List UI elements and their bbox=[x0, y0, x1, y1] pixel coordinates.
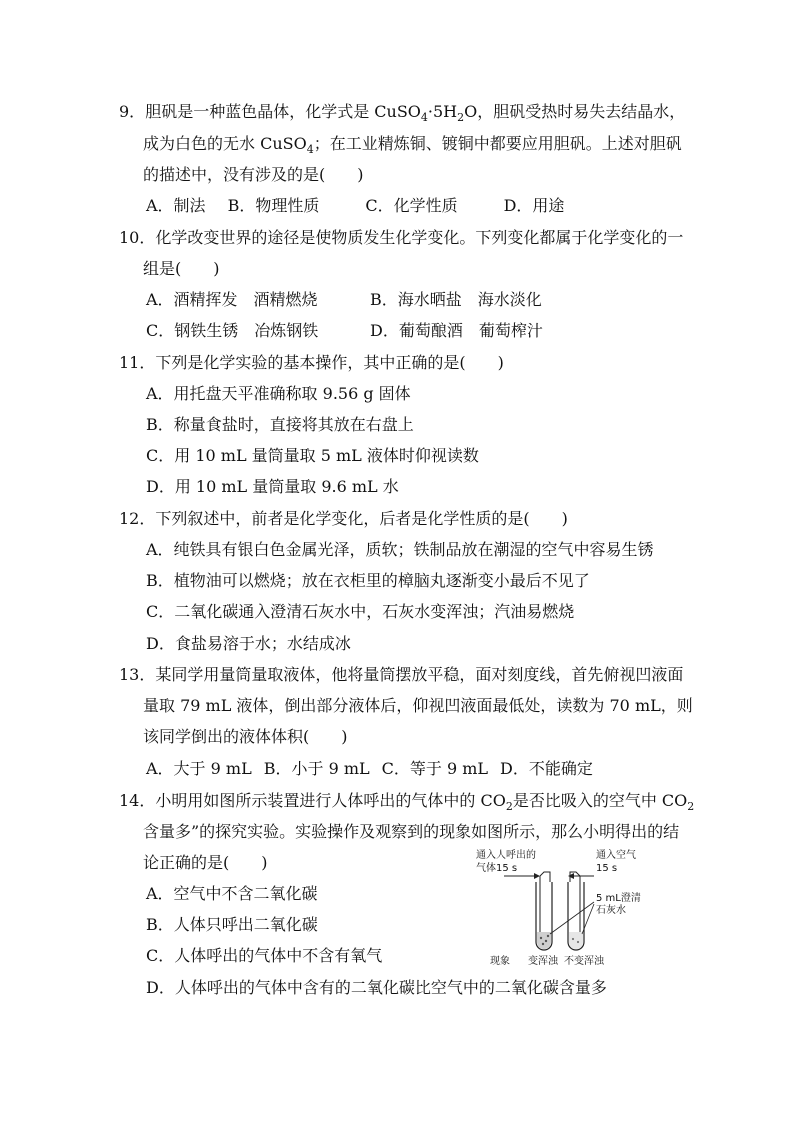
question-number: 9． bbox=[119, 102, 146, 121]
question-text: 下列叙述中，前者是化学变化，后者是化学性质的是( ) bbox=[155, 509, 568, 528]
question-14-option-c: C．人体呼出的气体中不含有氧气 bbox=[146, 946, 383, 965]
subscript: 2 bbox=[687, 800, 695, 813]
option-a: A．大于 9 mL bbox=[146, 759, 252, 778]
question-14-line-1 bbox=[119, 791, 694, 811]
question-14-line-3: 论正确的是( ) bbox=[143, 853, 268, 872]
question-text: 胆矾是一种蓝色晶体，化学式是 CuSO bbox=[145, 102, 421, 121]
question-12-option-a: A．纯铁具有银白色金属光泽，质软；铁制品放在潮湿的空气中容易生锈 bbox=[146, 540, 654, 559]
subscript: 2 bbox=[457, 111, 465, 124]
option-d: D．不能确定 bbox=[500, 759, 593, 778]
question-text: ·5H bbox=[427, 102, 458, 121]
question-number: 10． bbox=[119, 228, 156, 247]
question-text: 下列是化学实验的基本操作，其中正确的是( ) bbox=[155, 353, 504, 372]
option-a: A．制法 bbox=[146, 196, 206, 215]
question-text: 小明用如图所示装置进行人体呼出的气体中的 CO bbox=[155, 791, 506, 810]
question-11-option-b: B．称量食盐时，直接将其放在右盘上 bbox=[146, 415, 414, 434]
option-d: D．葡萄酿酒 葡萄榨汁 bbox=[370, 321, 543, 340]
question-9-line-2 bbox=[143, 134, 682, 154]
question-10-options-row-2 bbox=[146, 321, 543, 341]
question-14-option-a: A．空气中不含二氧化碳 bbox=[146, 884, 318, 903]
question-12-option-b: B．植物油可以燃烧；放在衣柜里的樟脑丸逐渐变小最后不见了 bbox=[146, 571, 590, 590]
question-14-line-2: 含量多”的探究实验。实验操作及观察到的现象如图所示，那么小明得出的结 bbox=[143, 822, 680, 841]
label-exhaled-line-2: 气体15 s bbox=[476, 863, 518, 874]
left-limewater bbox=[537, 932, 551, 949]
label-limewater-line-1: 5 mL澄清 bbox=[596, 893, 641, 904]
right-limewater bbox=[569, 932, 583, 949]
question-12-option-d: D．食盐易溶于水；水结成冰 bbox=[146, 634, 351, 653]
question-9-line-1 bbox=[119, 102, 685, 122]
option-b: B．海水晒盐 海水淡化 bbox=[370, 290, 542, 309]
option-c: C．钢铁生锈 冶炼钢铁 bbox=[146, 321, 319, 340]
question-10-options-row-1 bbox=[146, 290, 542, 310]
label-exhaled-line-1: 通入人呼出的 bbox=[476, 850, 536, 861]
question-11-option-d: D．用 10 mL 量筒量取 9.6 mL 水 bbox=[146, 477, 399, 496]
option-c: C．化学性质 bbox=[365, 196, 458, 215]
question-number: 14． bbox=[119, 791, 156, 810]
question-13-line-3: 该同学倒出的液体体积( ) bbox=[143, 727, 348, 746]
question-11-option-a: A．用托盘天平准确称取 9.56 g 固体 bbox=[146, 384, 411, 403]
question-9-line-3: 的描述中，没有涉及的是( ) bbox=[143, 165, 364, 184]
question-13-line-2: 量取 79 mL 液体，倒出部分液体后，仰视凹液面最低处，读数为 70 mL，则 bbox=[143, 696, 693, 715]
option-d: D．用途 bbox=[503, 196, 565, 215]
option-b: B．物理性质 bbox=[227, 196, 320, 215]
label-turbid: 变浑浊 bbox=[528, 956, 558, 967]
question-text: 是否比吸入的空气中 CO bbox=[512, 791, 688, 810]
question-number: 11． bbox=[119, 353, 156, 372]
limewater-pointer-left bbox=[550, 902, 594, 934]
question-number: 12． bbox=[119, 509, 156, 528]
question-number: 13． bbox=[119, 665, 156, 684]
question-10-line-2: 组是( ) bbox=[143, 259, 220, 278]
option-b: B．小于 9 mL bbox=[263, 759, 370, 778]
question-14-option-b: B．人体只呼出二氧化碳 bbox=[146, 915, 318, 934]
subscript: 4 bbox=[306, 143, 314, 156]
subscript: 4 bbox=[420, 111, 428, 124]
label-not-turbid: 不变浑浊 bbox=[564, 956, 604, 967]
question-text: 成为白色的无水 CuSO bbox=[143, 134, 307, 153]
question-text: O，胆矾受热时易失去结晶水， bbox=[464, 102, 686, 121]
subscript: 2 bbox=[505, 800, 513, 813]
option-c: C．等于 9 mL bbox=[381, 759, 489, 778]
question-9-options bbox=[146, 196, 564, 216]
label-air-line-1: 通入空气 bbox=[596, 850, 636, 861]
option-a: A．酒精挥发 酒精燃烧 bbox=[146, 290, 318, 309]
question-11-option-c: C．用 10 mL 量筒量取 5 mL 液体时仰视读数 bbox=[146, 446, 479, 465]
question-14-option-d: D．人体呼出的气体中含有的二氧化碳比空气中的二氧化碳含量多 bbox=[146, 978, 607, 997]
question-10-line-1 bbox=[119, 228, 683, 248]
label-phenomenon: 现象 bbox=[490, 956, 510, 967]
label-air-line-2: 15 s bbox=[596, 863, 618, 874]
question-11-line-1 bbox=[119, 353, 504, 373]
question-text: ；在工业精炼铜、镀铜中都要应用胆矾。上述对胆矾 bbox=[313, 134, 682, 153]
question-text: 某同学用量筒量取液体，他将量筒摆放平稳，面对刻度线，首先俯视凹液面 bbox=[155, 665, 684, 684]
question-12-option-c: C．二氧化碳通入澄清石灰水中，石灰水变浑浊；汽油易燃烧 bbox=[146, 602, 575, 621]
experiment-figure bbox=[470, 846, 680, 972]
question-13-options bbox=[146, 759, 593, 779]
question-text: 化学改变世界的途径是使物质发生化学变化。下列变化都属于化学变化的一 bbox=[155, 228, 684, 247]
label-limewater-line-2: 石灰水 bbox=[596, 905, 626, 916]
question-12-line-1 bbox=[119, 509, 568, 529]
question-13-line-1 bbox=[119, 665, 683, 685]
